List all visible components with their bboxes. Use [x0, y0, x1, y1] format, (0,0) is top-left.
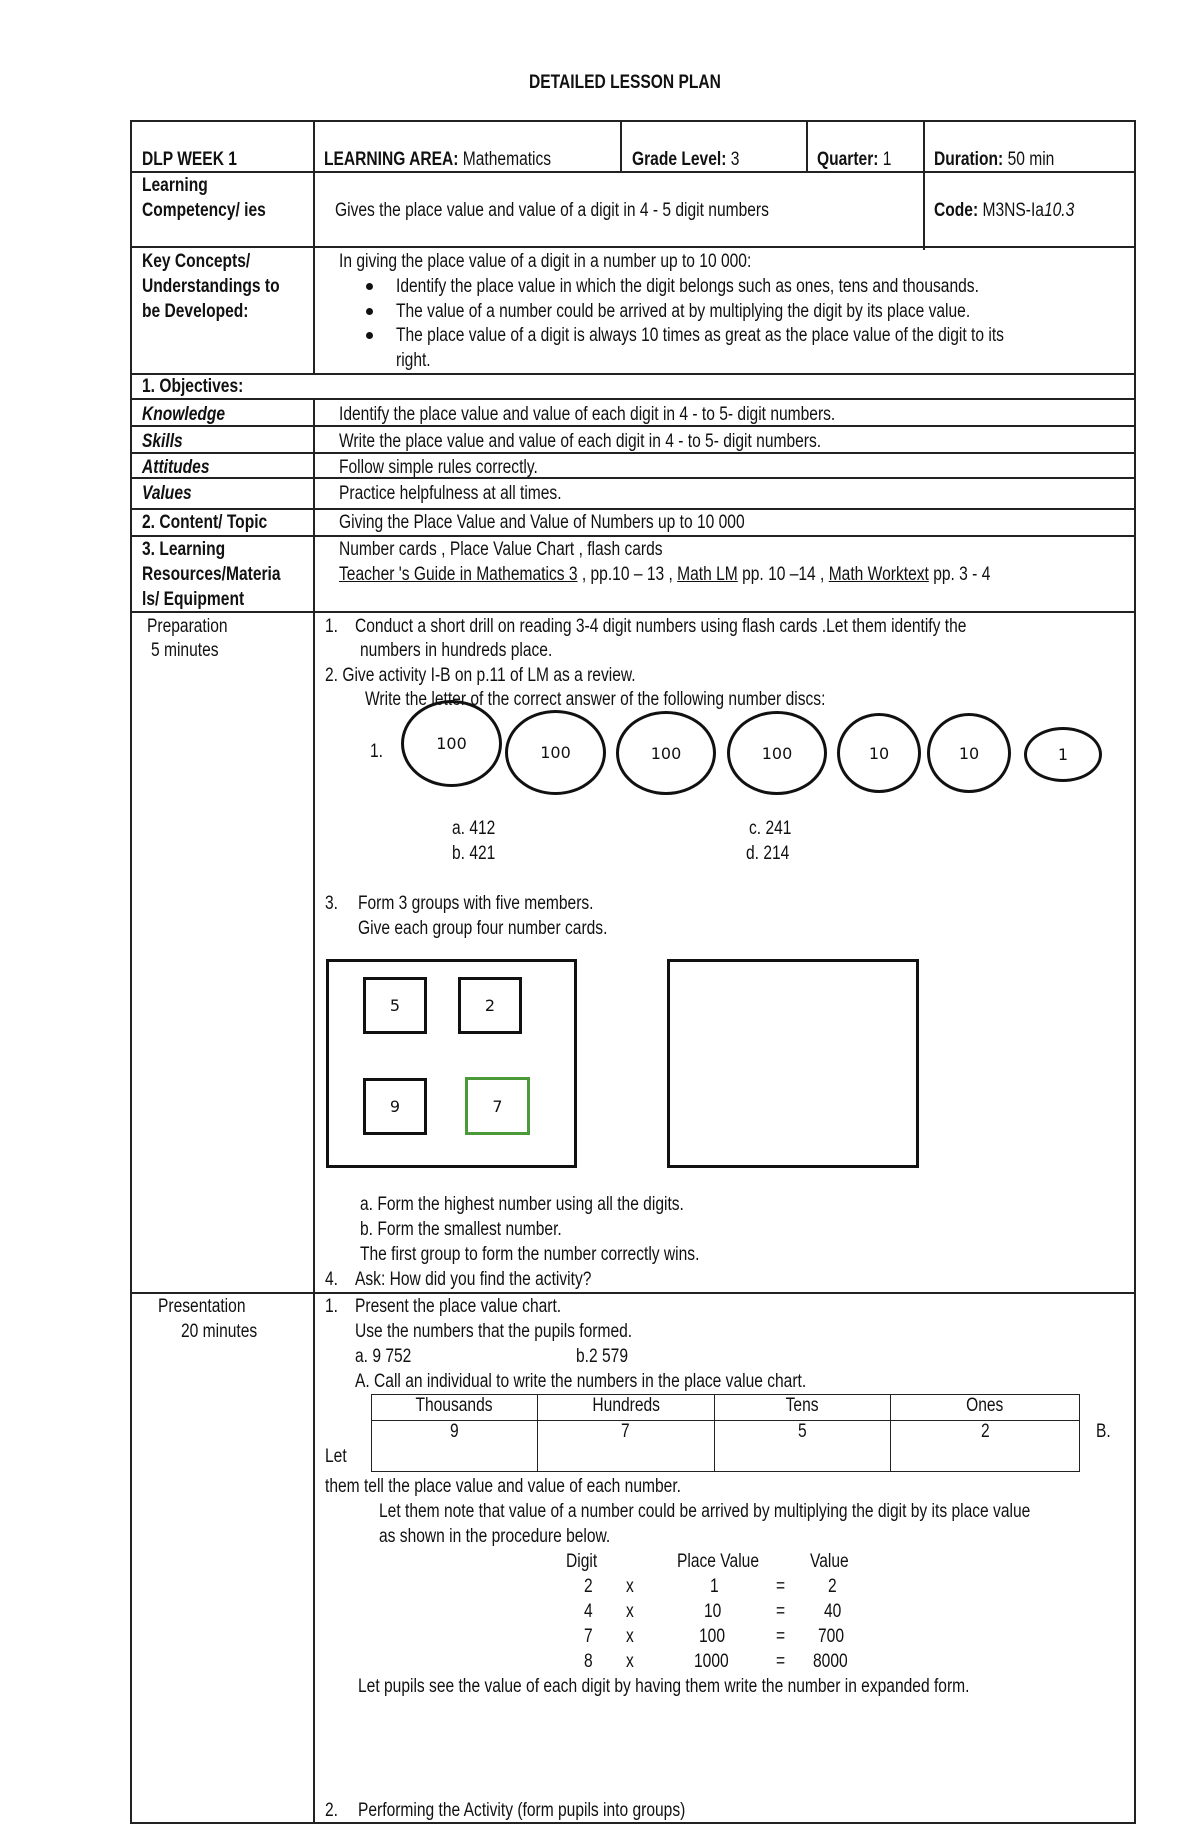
- choice-b: b. 421: [452, 843, 496, 864]
- b-marker: B.: [1096, 1421, 1111, 1442]
- preparation-time: 5 minutes: [151, 640, 219, 661]
- let-word: Let: [325, 1446, 347, 1467]
- number-card[interactable]: 2: [458, 977, 522, 1034]
- number-disc: 10: [837, 713, 921, 793]
- calc-op: x: [626, 1626, 634, 1647]
- calc-value: 8000: [813, 1651, 848, 1672]
- number-card[interactable]: 9: [363, 1078, 427, 1135]
- number-disc: 100: [727, 711, 827, 795]
- calc-eq: =: [776, 1601, 786, 1622]
- pres-step1-num: 1.: [325, 1296, 339, 1317]
- prep-step2-instr: Write the letter of the correct answer of the following number discs:: [365, 689, 826, 710]
- content-text: Giving the Place Value and Value of Numbers up to 10 000: [339, 512, 745, 533]
- pv-value-row: [372, 1421, 1080, 1472]
- number-disc: 100: [401, 700, 502, 787]
- duration: Duration: 50 min: [934, 149, 1055, 170]
- task-c: The first group to form the number correctly wins.: [360, 1244, 700, 1265]
- prep-step1-line1: Conduct a short drill on reading 3-4 digit numbers using flash cards .Let them identify the: [355, 616, 967, 637]
- pres-num-b: b.2 579: [576, 1346, 628, 1367]
- content-label: 2. Content/ Topic: [142, 512, 268, 533]
- calc-eq: =: [776, 1576, 786, 1597]
- prep-step1-num: 1.: [325, 616, 339, 637]
- worktext-link[interactable]: Math Worktext: [828, 564, 929, 585]
- pres-step2-num: 2.: [325, 1800, 339, 1821]
- calc-op: x: [626, 1576, 634, 1597]
- lm-link[interactable]: Math LM: [677, 564, 738, 585]
- pres-note-line1: Let them note that value of a number could be arrived by multiplying the digit by its place value: [379, 1501, 1031, 1522]
- prep-step1-line2: numbers in hundreds place.: [360, 640, 553, 661]
- key-concepts-label-1: Key Concepts/: [142, 251, 251, 272]
- choice-d: d. 214: [746, 843, 790, 864]
- prep-step3-line2: Give each group four number cards.: [358, 918, 608, 939]
- pres-step2: Performing the Activity (form pupils into groups): [358, 1800, 686, 1821]
- calc-digit: 2: [584, 1576, 593, 1597]
- competency-label-1: Learning: [142, 175, 208, 196]
- competency-text: Gives the place value and value of a digit in 4 - 5 digit numbers: [335, 200, 769, 221]
- prep-step3-line1: Form 3 groups with five members.: [358, 893, 594, 914]
- place-value-table: [371, 1394, 1080, 1472]
- key-concepts-intro: In giving the place value of a digit in a number up to 10 000:: [339, 251, 752, 272]
- disc-item-number: 1.: [370, 741, 384, 762]
- page-title: DETAILED LESSON PLAN: [529, 72, 721, 93]
- calc-eq: =: [776, 1651, 786, 1672]
- prep-step4-num: 4.: [325, 1269, 339, 1290]
- objectives-label: 1. Objectives:: [142, 376, 244, 397]
- key-concept-item: The place value of a digit is always 10 times as great as the place value of the digit to its: [396, 325, 1004, 346]
- pv-header-tens: Tens: [714, 1395, 891, 1421]
- calc-op: x: [626, 1651, 634, 1672]
- dlp-week: DLP WEEK 1: [142, 149, 237, 170]
- pres-use-numbers: Use the numbers that the pupils formed.: [355, 1321, 633, 1342]
- pv-value-tens: 5: [714, 1421, 891, 1472]
- pres-expanded-line: Let pupils see the value of each digit by having them write the number in expanded form.: [358, 1676, 970, 1697]
- calc-value: 40: [824, 1601, 842, 1622]
- competency-code: Code: M3NS-Ia10.3: [934, 200, 1075, 221]
- calc-value: 700: [818, 1626, 844, 1647]
- calc-header-value: Value: [810, 1551, 849, 1572]
- bullet-icon: [366, 308, 373, 315]
- resources-label-1: 3. Learning: [142, 539, 226, 560]
- calc-digit: 4: [584, 1601, 593, 1622]
- quarter: Quarter: 1: [817, 149, 892, 170]
- attitudes-text: Follow simple rules correctly.: [339, 457, 538, 478]
- pres-tell-line: them tell the place value and value of each number.: [325, 1476, 681, 1497]
- calc-digit: 7: [584, 1626, 593, 1647]
- task-b: b. Form the smallest number.: [360, 1219, 562, 1240]
- calc-pv: 100: [699, 1626, 725, 1647]
- pv-value-hundreds: 7: [537, 1421, 714, 1472]
- number-disc: 100: [505, 710, 606, 795]
- key-concept-item-cont: right.: [396, 350, 431, 371]
- pv-header-thousands: Thousands: [372, 1395, 538, 1421]
- bullet-icon: [366, 332, 373, 339]
- choice-a: a. 412: [452, 818, 496, 839]
- number-disc: 1: [1024, 727, 1102, 782]
- resources-label-2: Resources/Materia: [142, 564, 281, 585]
- values-label: Values: [142, 483, 192, 504]
- knowledge-label: Knowledge: [142, 404, 226, 425]
- grade-level: Grade Level: 3: [632, 149, 740, 170]
- key-concepts-label-3: be Developed:: [142, 301, 249, 322]
- prep-step3-num: 3.: [325, 893, 339, 914]
- skills-text: Write the place value and value of each digit in 4 - to 5- digit numbers.: [339, 431, 822, 452]
- resources-line1: Number cards , Place Value Chart , flash cards: [339, 539, 663, 560]
- number-card[interactable]: 5: [363, 977, 427, 1034]
- presentation-time: 20 minutes: [181, 1321, 258, 1342]
- pres-num-a: a. 9 752: [355, 1346, 412, 1367]
- competency-label-2: Competency/ ies: [142, 200, 266, 221]
- calc-eq: =: [776, 1626, 786, 1647]
- calc-value: 2: [828, 1576, 837, 1597]
- attitudes-label: Attitudes: [142, 457, 210, 478]
- preparation-label: Preparation: [147, 616, 228, 637]
- prep-step2: 2. Give activity I-B on p.11 of LM as a review.: [325, 665, 636, 686]
- key-concepts-label-2: Understandings to: [142, 276, 280, 297]
- pv-header-ones: Ones: [891, 1395, 1080, 1421]
- answer-box: [667, 959, 919, 1168]
- calc-pv: 1000: [694, 1651, 729, 1672]
- calc-pv: 1: [710, 1576, 719, 1597]
- tg-link[interactable]: Teacher 's Guide in Mathematics 3: [339, 564, 578, 585]
- resources-line2: Teacher 's Guide in Mathematics 3 , pp.10 – 13 , Math LM pp. 10 –14 , Math Worktext pp. 3 - 4: [339, 564, 991, 585]
- key-concept-item: The value of a number could be arrived at by multiplying the digit by its place value.: [396, 301, 971, 322]
- calc-header-digit: Digit: [566, 1551, 598, 1572]
- calc-digit: 8: [584, 1651, 593, 1672]
- calc-pv: 10: [704, 1601, 722, 1622]
- pv-header-row: [372, 1395, 1080, 1421]
- number-disc: 10: [927, 713, 1011, 793]
- bullet-icon: [366, 283, 373, 290]
- number-disc: 100: [616, 711, 716, 795]
- pv-header-hundreds: Hundreds: [537, 1395, 714, 1421]
- knowledge-text: Identify the place value and value of each digit in 4 - to 5- digit numbers.: [339, 404, 836, 425]
- pres-note-line2: as shown in the procedure below.: [379, 1526, 611, 1547]
- calc-header-place-value: Place Value: [677, 1551, 759, 1572]
- pres-step1: Present the place value chart.: [355, 1296, 562, 1317]
- choice-c: c. 241: [749, 818, 792, 839]
- presentation-label: Presentation: [158, 1296, 246, 1317]
- pv-value-ones: 2: [891, 1421, 1080, 1472]
- resources-label-3: ls/ Equipment: [142, 589, 245, 610]
- prep-step4: Ask: How did you find the activity?: [355, 1269, 592, 1290]
- pres-call-a: A. Call an individual to write the numbers in the place value chart.: [355, 1371, 807, 1392]
- task-a: a. Form the highest number using all the digits.: [360, 1194, 684, 1215]
- number-card-highlighted[interactable]: 7: [465, 1077, 530, 1135]
- pv-value-thousands: 9: [372, 1421, 538, 1472]
- calc-op: x: [626, 1601, 634, 1622]
- key-concept-item: Identify the place value in which the digit belongs such as ones, tens and thousands.: [396, 276, 979, 297]
- learning-area: LEARNING AREA: Mathematics: [324, 149, 552, 170]
- skills-label: Skills: [142, 431, 183, 452]
- values-text: Practice helpfulness at all times.: [339, 483, 562, 504]
